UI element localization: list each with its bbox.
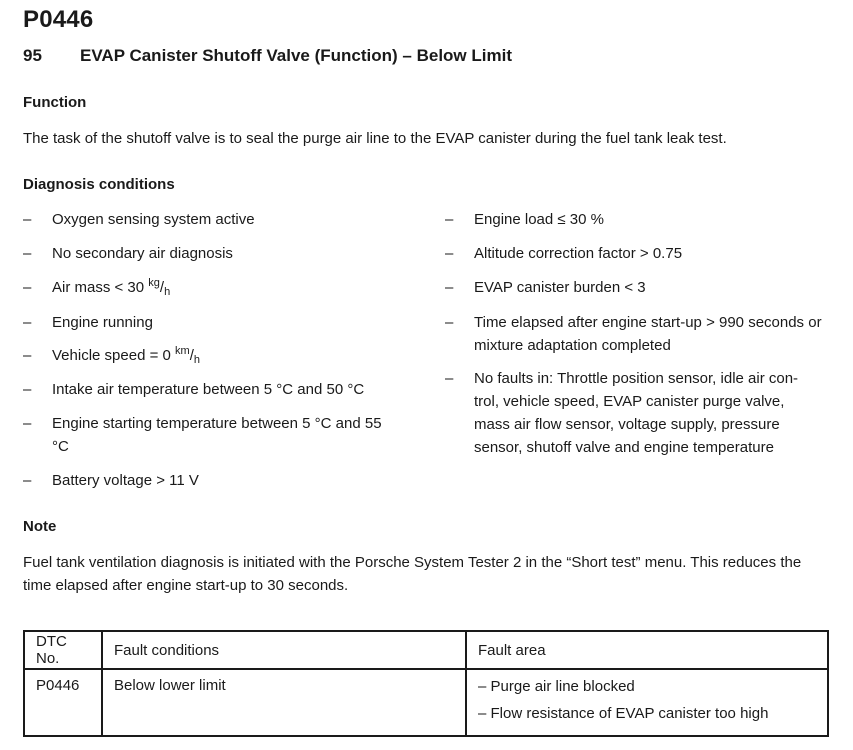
table-header-row [24,631,828,669]
dash-bullet: – [23,381,32,398]
dtc-code-title: P0446 [23,6,94,33]
unit-slash: / [189,347,194,364]
header-fault-conditions: Fault conditions [102,631,466,669]
condition-text: Engine starting temperature between 5 °C and 55 °C [52,415,382,455]
dash-bullet: – [445,314,454,331]
dash-bullet: – [23,472,32,489]
diagnosis-heading: Diagnosis conditions [23,176,175,193]
condition-text: Engine running [52,314,153,331]
function-text: The task of the shutoff valve is to seal the purge air line to the EVAP canister during the fuel tank leak test. [23,130,727,147]
dash-bullet: – [23,279,32,296]
unit-denominator: h [164,286,171,298]
condition-text: EVAP canister burden < 3 [474,279,646,296]
dash-bullet: – [445,279,454,296]
unit-numerator: kg [148,277,160,289]
condition-text: Intake air temperature between 5 °C and 50 °C [52,381,365,398]
condition-text-main: Vehicle speed = 0 [52,347,176,364]
cell-dtc-no: P0446 [24,669,102,736]
unit-denominator: h [193,354,200,366]
condition-text [52,276,432,299]
condition-text: Engine load ≤ 30 % [474,211,604,228]
fault-area-item: – Flow resistance of EVAP canister too high [478,705,769,722]
section-subtitle-text: EVAP Canister Shutoff Valve (Function) – Below Limit [80,46,512,65]
dash-bullet: – [445,211,454,228]
dash-bullet: – [23,415,32,432]
unit-slash: / [159,279,165,296]
fault-area-item: – Purge air line blocked [478,678,635,695]
header-dtc-no: DTC No. [24,631,102,669]
dash-bullet: – [445,245,454,262]
section-subtitle [23,46,512,66]
dash-bullet: – [23,314,32,331]
condition-text: Oxygen sensing system active [52,211,255,228]
dash-bullet: – [445,370,454,387]
condition-text: Battery voltage > 11 V [52,472,199,489]
dtc-table [23,630,829,737]
condition-text-main: Air mass < 30 [52,279,149,296]
condition-text: No faults in: Throttle position sensor, idle air con-trol, vehicle speed, EVAP canister purge valve, mass air flow sensor, voltage supply, pressure sensor, shutoff valve and engine temperature [474,370,799,456]
section-number: 95 [23,46,42,65]
condition-text: Time elapsed after engine start-up > 990 seconds or mixture adaptation completed [474,314,822,354]
unit-numerator: km [175,345,190,357]
header-fault-area: Fault area [466,631,828,669]
cell-fault-condition: Below lower limit [102,669,466,736]
condition-text: Altitude correction factor > 0.75 [474,245,683,262]
note-heading: Note [23,518,57,535]
condition-text [52,344,432,367]
note-text: Fuel tank ventilation diagnosis is initiated with the Porsche System Tester 2 in the “Short test” menu. This reduces the time elapsed after engine start-up to 30 seconds. [23,554,802,594]
table-row [24,669,828,736]
dash-bullet: – [23,245,32,262]
cell-fault-area [466,669,828,736]
condition-text: No secondary air diagnosis [52,245,233,262]
function-heading: Function [23,94,87,111]
dash-bullet: – [23,347,32,364]
dash-bullet: – [23,211,32,228]
